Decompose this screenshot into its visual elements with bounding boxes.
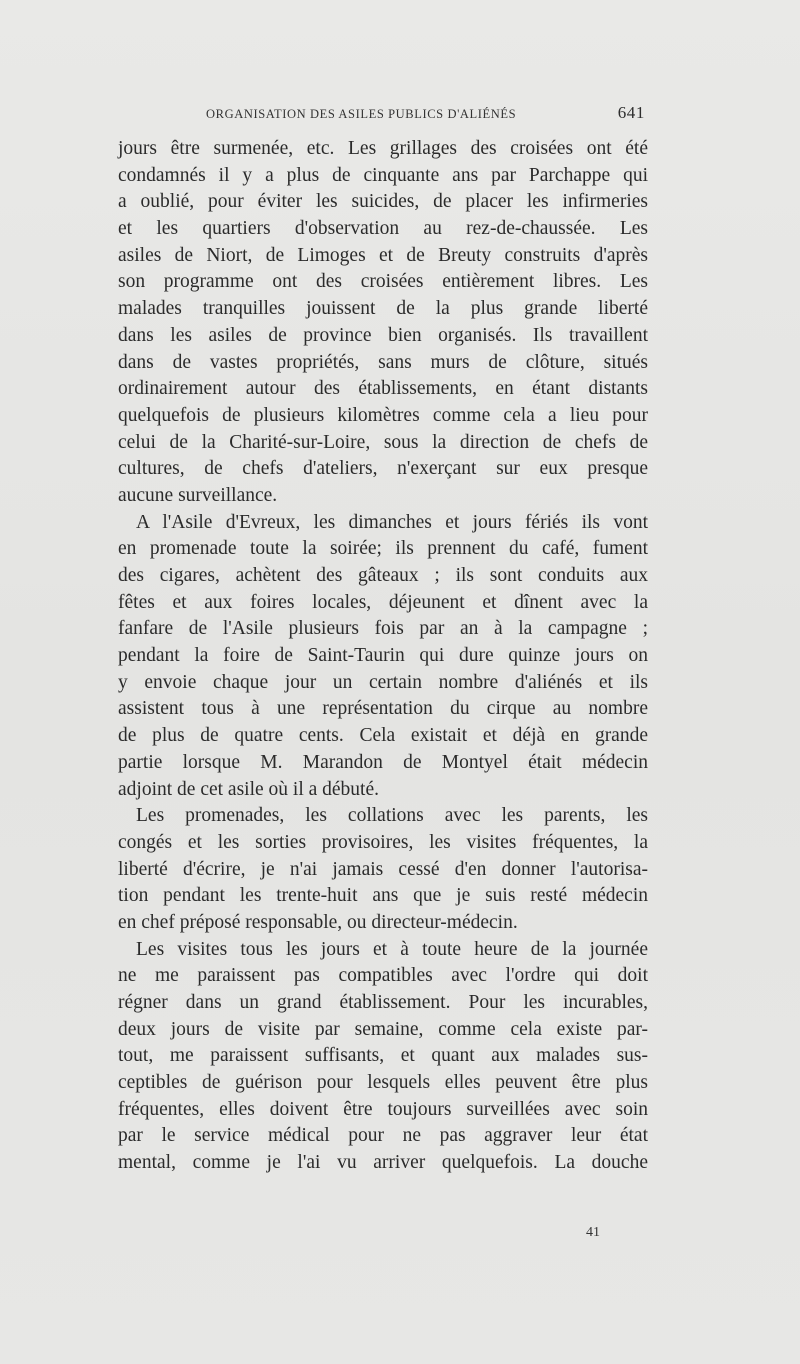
text-line: Les promenades, les collations avec les parents, les (136, 805, 648, 827)
text-line: cultures, de chefs d'ateliers, n'exerçant sur eux presque (118, 458, 648, 480)
text-line: a oublié, pour éviter les suicides, de placer les infirmeries (118, 191, 648, 213)
text-line: de plus de quatre cents. Cela existait et déjà en grande (118, 725, 648, 747)
text-line: dans les asiles de province bien organisés. Ils travaillent (118, 324, 648, 346)
text-line: en promenade toute la soirée; ils prennent du café, fument (118, 538, 648, 560)
text-line: jours être surmenée, etc. Les grillages des croisées ont été (118, 138, 648, 159)
text-line: par le service médical pour ne pas aggraver leur état (118, 1125, 648, 1147)
text-line: aucune surveillance. (118, 484, 278, 506)
text-line: des cigares, achètent des gâteaux ; ils sont conduits aux (118, 565, 648, 586)
text-line: ne me paraissent pas compatibles avec l'ordre qui doit (118, 965, 648, 987)
text-line: ceptibles de guérison pour lesquels elles peuvent être plus (118, 1072, 648, 1094)
text-line: tion pendant les trente-huit ans que je suis resté médecin (118, 885, 648, 907)
text-line: Les visites tous les jours et à toute heure de la journée (136, 938, 648, 960)
text-line: liberté d'écrire, je n'ai jamais cessé d'en donner l'autorisa- (118, 858, 648, 880)
running-title: ORGANISATION DES ASILES PUBLICS D'ALIÉNÉS (206, 107, 517, 121)
text-line: pendant la foire de Saint-Taurin qui dure quinze jours on (118, 645, 648, 667)
text-line: adjoint de cet asile où il a débuté. (118, 778, 379, 800)
text-line: A l'Asile d'Evreux, les dimanches et jours fériés ils vont (136, 511, 648, 533)
page-number: 641 (617, 103, 645, 122)
text-line: et les quartiers d'observation au rez-de-chaussée. Les (118, 218, 648, 240)
text-line: régner dans un grand établissement. Pour les incurables, (118, 992, 648, 1013)
text-line: ordinairement autour des établissements, en étant distants (118, 378, 648, 400)
running-header (200, 104, 645, 128)
text-line: y envoie chaque jour un certain nombre d'aliénés et ils (118, 671, 648, 693)
text-line: partie lorsque M. Marandon de Montyel était médecin (118, 751, 648, 773)
text-line: fanfare de l'Asile plusieurs fois par an à la campagne ; (118, 618, 648, 640)
text-line: deux jours de visite par semaine, comme cela existe par- (118, 1018, 648, 1040)
text-line: quelquefois de plusieurs kilomètres comme cela a lieu pour (118, 404, 648, 426)
text-line: celui de la Charité-sur-Loire, sous la direction de chefs de (118, 431, 648, 453)
text-line: congés et les sorties provisoires, les visites fréquentes, la (118, 831, 648, 853)
text-line: malades tranquilles jouissent de la plus grande liberté (118, 298, 648, 320)
signature-mark: 41 (586, 1225, 600, 1240)
text-line: son programme ont des croisées entièrement libres. Les (118, 271, 648, 293)
text-line: condamnés il y a plus de cinquante ans par Parchappe qui (118, 164, 648, 186)
text-line: mental, comme je l'ai vu arriver quelquefois. La douche (118, 1152, 648, 1174)
body-text (118, 136, 648, 1177)
text-line: tout, me paraissent suffisants, et quant aux malades sus- (118, 1045, 648, 1067)
text-line: dans de vastes propriétés, sans murs de clôture, situés (118, 351, 648, 373)
text-line: asiles de Niort, de Limoges et de Breuty construits d'après (118, 244, 648, 266)
text-line: fêtes et aux foires locales, déjeunent et dînent avec la (118, 591, 648, 613)
text-line: fréquentes, elles doivent être toujours surveillées avec soin (118, 1098, 648, 1120)
text-line: en chef préposé responsable, ou directeur-médecin. (118, 911, 518, 933)
text-line: assistent tous à une représentation du cirque au nombre (118, 698, 648, 720)
